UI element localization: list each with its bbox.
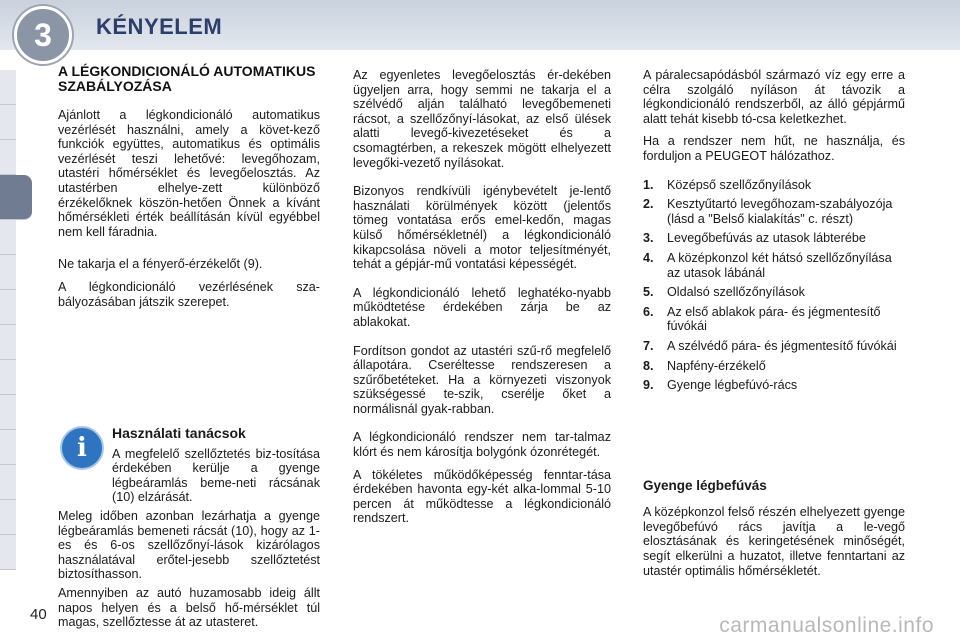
list-item: 2. Kesztyűtartó levegőhozam-szabályozója (lásd a "Belső kialakítás" c. részt) bbox=[643, 197, 893, 226]
paragraph: Bizonyos rendkívüli igénybevételt je-lentő használati körülmények között (jelentős tömeg vontatása erős emel-kedőn, magas külső hőmérsékletnél) a légkondicionáló kikapcsolása növeli a motor teljesítményét, tehát a gépjár-mű vontatási képességét. bbox=[353, 184, 611, 272]
tips-paragraph: A megfelelő szellőztetés biz-tosítása érdekében kerülje a gyenge légbeáramlás beme-neti rácsának (10) elzárását. bbox=[112, 446, 320, 505]
chapter-tab[interactable] bbox=[0, 140, 16, 175]
chapter-tab[interactable] bbox=[0, 465, 16, 500]
list-item: 8. Napfény-érzékelő bbox=[643, 358, 766, 373]
chapter-title: KÉNYELEM bbox=[96, 14, 223, 39]
list-item: 5. Oldalsó szellőzőnyílások bbox=[643, 285, 805, 300]
paragraph: Fordítson gondot az utastéri szű-rő megfelelő állapotára. Cseréltesse rendszeresen a szűrőbetéteket. Ha a környezeti viszonyok szükségessé te-szik, cserélje őket a normálisnál gyak-rabban. bbox=[353, 343, 611, 416]
chapter-tab[interactable] bbox=[0, 500, 16, 535]
paragraph: A légkondicionáló lehető leghatéko-nyabb működtetése érdekében zárja be az ablakokat. bbox=[353, 285, 611, 329]
page-number: 40 bbox=[30, 606, 47, 623]
sensor-role: A légkondicionáló vezérlésének sza-bályozásában játszik szerepet. bbox=[58, 279, 320, 309]
info-icon: i bbox=[60, 426, 104, 470]
chapter-tab-strip bbox=[0, 70, 16, 570]
chapter-tab[interactable] bbox=[0, 70, 16, 105]
chapter-number-badge bbox=[14, 6, 72, 64]
chapter-tab[interactable] bbox=[0, 535, 16, 570]
chapter-tab[interactable] bbox=[0, 325, 16, 360]
chapter-tab-active[interactable] bbox=[0, 175, 32, 220]
chapter-number: 3 bbox=[34, 16, 52, 53]
list-item: 6. Az első ablakok pára- és jégmentesítő fúvókái bbox=[643, 304, 881, 334]
tips-paragraph: Amennyiben az autó huzamosabb ideig állt napos helyen és a belső hő-mérséklet túl magas, szellőztesse át az utasteret. bbox=[58, 585, 320, 630]
paragraph: Az egyenletes levegőelosztás ér-dekében ügyeljen arra, hogy semmi ne takarja el a szélvédő alján található levegőbemeneti rácsot, a szellőzőnyí-lásokat, az első ülések alatti levegő-kivezetéseket és a csomagtérben, a rekeszek mögött elhelyezett levegőki-vezető nyílásokat. bbox=[353, 68, 611, 170]
usage-tips-box bbox=[58, 426, 320, 634]
chapter-tab[interactable] bbox=[0, 360, 16, 395]
column-right bbox=[643, 68, 905, 586]
column-middle bbox=[353, 68, 611, 534]
tips-title: Használati tanácsok bbox=[112, 425, 246, 441]
vent-legend-list bbox=[643, 178, 905, 393]
column-left bbox=[58, 64, 320, 317]
chapter-tab[interactable] bbox=[0, 105, 16, 140]
list-item: 3. Levegőbefúvás az utasok lábterébe bbox=[643, 231, 866, 246]
chapter-tab[interactable] bbox=[0, 255, 16, 290]
paragraph: A tökéletes működőképesség fenntar-tása érdekében havonta egy-két alka-lommal 5-10 percen át működtesse a légkondicionáló rendszert. bbox=[353, 467, 611, 526]
paragraph: A légkondicionáló rendszer nem tar-talmaz klórt és nem károsítja bolygónk ózonrétegét. bbox=[353, 430, 611, 460]
chapter-tab[interactable] bbox=[0, 395, 16, 430]
intro-paragraph: Ajánlott a légkondicionáló automatikus vezérlését használni, amely a követ-kező funkciók együttes, automatikus és optimális vezérlését teszi lehetővé: levegőhozam, utastéri hőmérséklet és levegőelosztás. Az utastérben elhelye-zett különböző érzékelőknek köszön-hetően Önnek a kívánt hőmérsékleti érték beállításán kívül egyébbel nem kell fáradnia. bbox=[58, 108, 320, 239]
chapter-tab[interactable] bbox=[0, 430, 16, 465]
list-item: 1. Középső szellőzőnyílások bbox=[643, 177, 812, 192]
chapter-tab[interactable] bbox=[0, 290, 16, 325]
paragraph: A páralecsapódásból származó víz egy erre a célra szolgáló nyíláson át távozik a légkondicionáló rendszerből, az álló gépjármű alatt tehát kisebb tó-csa keletkezhet. bbox=[643, 68, 905, 126]
list-item: 9. Gyenge légbefúvó-rács bbox=[643, 378, 798, 393]
list-item: 7. A szélvédő pára- és jégmentesítő fúvókái bbox=[643, 338, 897, 353]
watermark: carmanualsonline.info bbox=[719, 614, 934, 637]
subsection-title: Gyenge légbefúvás bbox=[643, 477, 767, 493]
sensor-note: Ne takarja el a fényerő-érzékelőt (9). bbox=[58, 257, 263, 272]
chapter-tab[interactable] bbox=[0, 220, 16, 255]
paragraph: A középkonzol felső részén elhelyezett gyenge levegőbefúvó rács javítja a le-vegő elosztásának és keringetésének minőségét, segít elkerülni a huzatot, illetve fenntartani az utastér optimális hőmérsékletét. bbox=[643, 505, 905, 578]
tips-paragraph: Meleg időben azonban lezárhatja a gyenge légbeáramlás bemeneti rácsát (10), hogy az 1-es és 6-os szellőzőnyí-lások kizárólagos használatával erőtel-jesebb szellőztetést biztosíthasson. bbox=[58, 508, 320, 582]
section-title: A LÉGKONDICIONÁLÓ AUTOMATIKUS SZABÁLYOZÁSA bbox=[58, 63, 316, 94]
list-item: 4. A középkonzol két hátsó szellőzőnyílása az utasok lábánál bbox=[643, 250, 892, 280]
paragraph: Ha a rendszer nem hűt, ne használja, és forduljon a PEUGEOT hálózathoz. bbox=[643, 134, 905, 163]
